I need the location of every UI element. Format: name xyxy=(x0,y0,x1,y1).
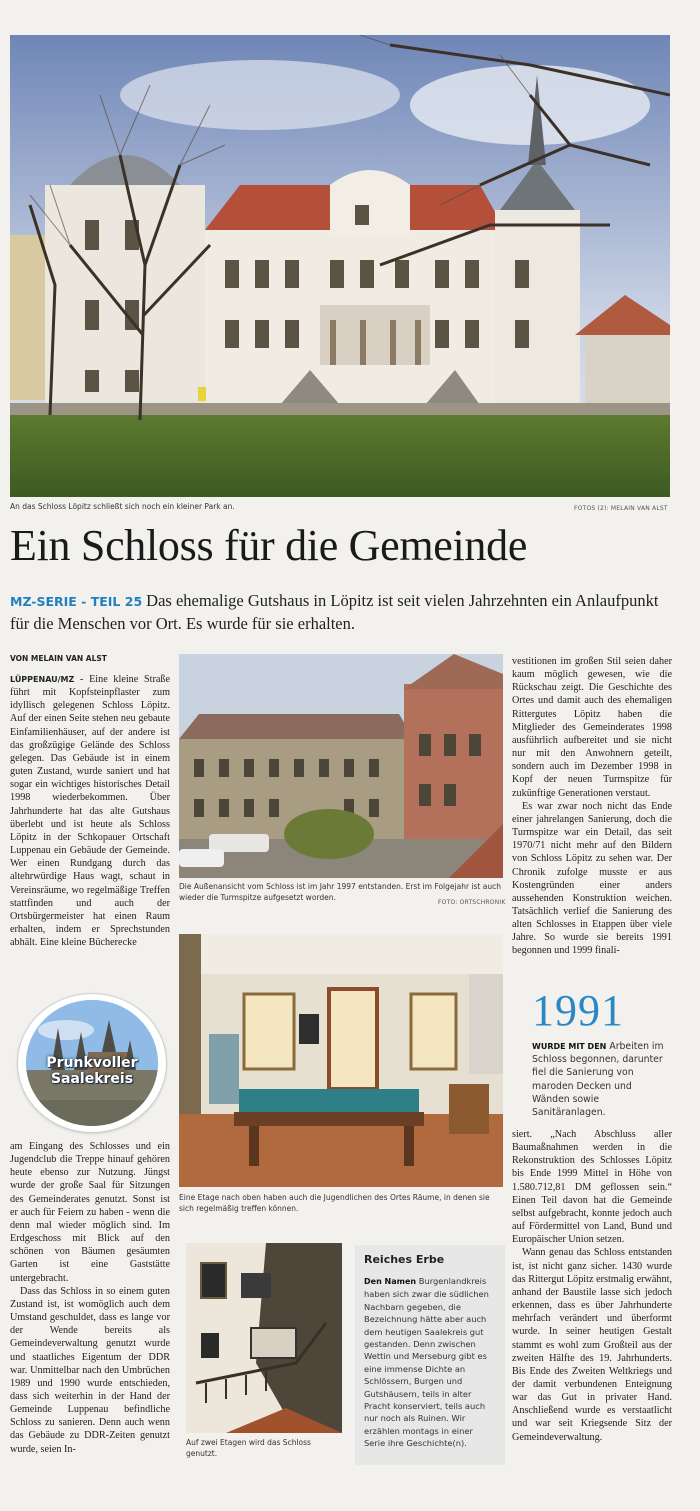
column3-p1: vestitionen im großen Stil seien daher kaum möglich gewesen, wie die Rückschau zeigt. Die Geschichte des Ortes und damit auch des ehemaligen Rittergutes Löpitz haben die Mitglieder des Gemeinderates 1998 ausführlich aufbereitet und sie nicht nur mit den Anwohnern geteilt, sondern auch im Dezember 1998 in Kopf der neuen Turmspitze für zukünftige Generationen verstaut. xyxy=(512,656,672,799)
column3-p2: Es war zwar noch nicht das Ende einer jahrelangen Sanierung, doch die Turmspitze war ein Detail, das seit 1970/71 nicht mehr auf den Bildern von Schloss Löpitz zu sehen war. Der Chronik zufolge musste er aus Kostengründen einer anders aussehenden Konstruktion weichen. Tatsächlich verlief die Sanierung des alten Schlosses in Etappen über viele Jahre. So wurde sie bereits 1991 begonnen und 1999 finali- xyxy=(512,800,672,957)
series-kicker: MZ-SERIE - TEIL 25 xyxy=(10,594,143,609)
column3-top xyxy=(512,655,672,958)
castle-park-photo xyxy=(10,35,670,497)
column1-bottom-p1: am Eingang des Schlosses und ein Jugendclub die Treppe hinauf gehören heute ebenso zur Nutzung. Jüngst wurde der große Saal für Sitzungen des Gemeinderates genutzt. Sonst ist er auch für Feiern zu haben - wenn die denn mal wieder möglich sind. Im Erdgeschoss mit Blick auf den schönen von Bäumen gesäumten Garten ist eine Gaststätte untergebracht. xyxy=(10,1141,170,1284)
badge-line2: Saalekreis xyxy=(50,1071,134,1087)
column3-bottom xyxy=(512,1128,672,1444)
badge-line1: Prunkvoller xyxy=(46,1055,138,1071)
exterior-caption: Die Außenansicht vom Schloss ist im Jahr 1997 entstanden. Erst im Folgejahr ist auch wieder die Turmspitze aufgesetzt worden. xyxy=(179,882,501,902)
article-teaser xyxy=(10,590,680,635)
column1-top xyxy=(10,673,170,949)
column1-top-text: - Eine kleine Straße führt mit Kopfsteinpflaster zum idyllisch gelegenen Schloss Löpitz. Auf der einen Seite stehen neu gebaute Einfamilienhäuser, auf der andere ist das großzügige Gelände des Schloss gelegen. Das Gebäude ist in einem guten Zustand, wurde saniert und hat sogar ein wichtiges historisches Detail 1998 wiederbekommen. Über Jahrhunderte hat das alte Gutshaus überlebt und ist heute als Schloss Löpitz in der Schkopauer Ortschaft Luppenau ein Gebäude der Gemeinde. Wer einen Rundgang durch das altehrwürdige Haus wagt, schaut in Vereinsräume, wo regelmäßige Treffen stattfinden und auch der Ortsbürgermeister hat einen Raum erhalten, indem er Sprechstunden abhält. Eine kleine Bücherecke xyxy=(10,674,170,949)
teaser-text: Das ehemalige Gutshaus in Löpitz ist seit vielen Jahrzehnten ein Anlaufpunkt für die Menschen vor Ort. Es wurde für sie erhalten. xyxy=(10,591,659,633)
box-title: Reiches Erbe xyxy=(364,1253,445,1266)
highlight-year: 1991 xyxy=(532,986,624,1035)
exterior-1997-photo xyxy=(179,654,503,878)
reiches-erbe-box xyxy=(355,1245,505,1465)
column3-p4: Wann genau das Schloss entstanden ist, ist nicht ganz sicher. 1430 wurde das Rittergut Löpitz erstmalig erwähnt, anhand der Baustile lasse sich jedoch erkennen, dass es über Jahrhunderte mehrfach verändert und überformt wurde. In seiner heutigen Gestalt stammt es wohl zum Großteil aus der zweiten Hälfte des 19. Jahrhunderts. Bis Ende des Zweiten Weltkriegs und der damit verbundenen Enteignung war das Gut in privater Hand. Anschließend wurde es verstaatlicht und war seit Kriegsende Sitz der Gemeindeverwaltung. xyxy=(512,1247,672,1443)
dateline: LÜPPENAU/MZ xyxy=(10,675,75,684)
youth-room-photo xyxy=(179,934,503,1187)
hero-caption: An das Schloss Löpitz schließt sich noch ein kleiner Park an. xyxy=(10,502,235,511)
box-text: Den Namen Burgenlandkreis haben sich zwar die südlichen Nachbarn gegeben, die Bezeichnung hätte aber auch dem heutigen Saalekreis gut gestanden. Denn zwischen Wettin und Merseburg gibt es eine immense Dichte an Schlössern, Burgen und Gutshäusern, teils in alter Pracht konserviert, teils auch nur noch als Ruinen. Wir erzählen montags in einer Serie ihre Geschichte(n). xyxy=(364,1276,489,1449)
article-headline: Ein Schloss für die Gemeinde xyxy=(10,521,528,570)
youth-room-caption: Eine Etage nach oben haben auch die Jugendlichen des Ortes Räume, in denen sie sich regelmäßig treffen können. xyxy=(179,1193,490,1213)
column3-p3: siert. „Nach Abschluss aller Baumaßnahmen werden in die Rekonstruktion des Schlosses Löpitz bis Ende 1999 Mittel in Höhe von 1.580.712,81 DM geflossen sein.“ Einen Teil davon hat die Gemeinde selbst aufgebracht, konnte jedoch auch auf Fördermittel von Land, Bund und Europäischer Union setzen. xyxy=(512,1129,672,1246)
staircase-caption: Auf zwei Etagen wird das Schloss genutzt. xyxy=(186,1438,311,1458)
hero-photo-credit: FOTOS (2): MELAIN VAN ALST xyxy=(574,505,668,512)
author-byline: VON MELAIN VAN ALST xyxy=(10,654,107,663)
exterior-photo-credit: FOTO: ORTSCHRONIK xyxy=(438,899,506,906)
series-badge xyxy=(18,994,166,1132)
column1-bottom-p2: Dass das Schloss in so einem guten Zustand ist, ist womöglich auch dem Umstand geschuldet, dass es lange vor der Wende bereits als Gemeindeverwaltung genutzt wurde und staatliches Eigentum der DDR war. Unmittelbar nach den Umbrüchen 1989 und 1990 wurde entschieden, dass sich weiterhin in der Hand der Gemeinde Luppenau befindliche Schloss zu sanieren. Denn auch wenn das Gebäude zu DDR-Zeiten genutzt wurde, seien In- xyxy=(10,1285,170,1455)
highlight-text: WURDE MIT DEN Arbeiten im Schloss begonnen, darunter fiel die Sanierung von maroden Decken und Wänden sowie Sanitäranlagen. xyxy=(532,1041,664,1119)
column1-bottom xyxy=(10,1140,170,1456)
staircase-photo xyxy=(186,1243,342,1433)
